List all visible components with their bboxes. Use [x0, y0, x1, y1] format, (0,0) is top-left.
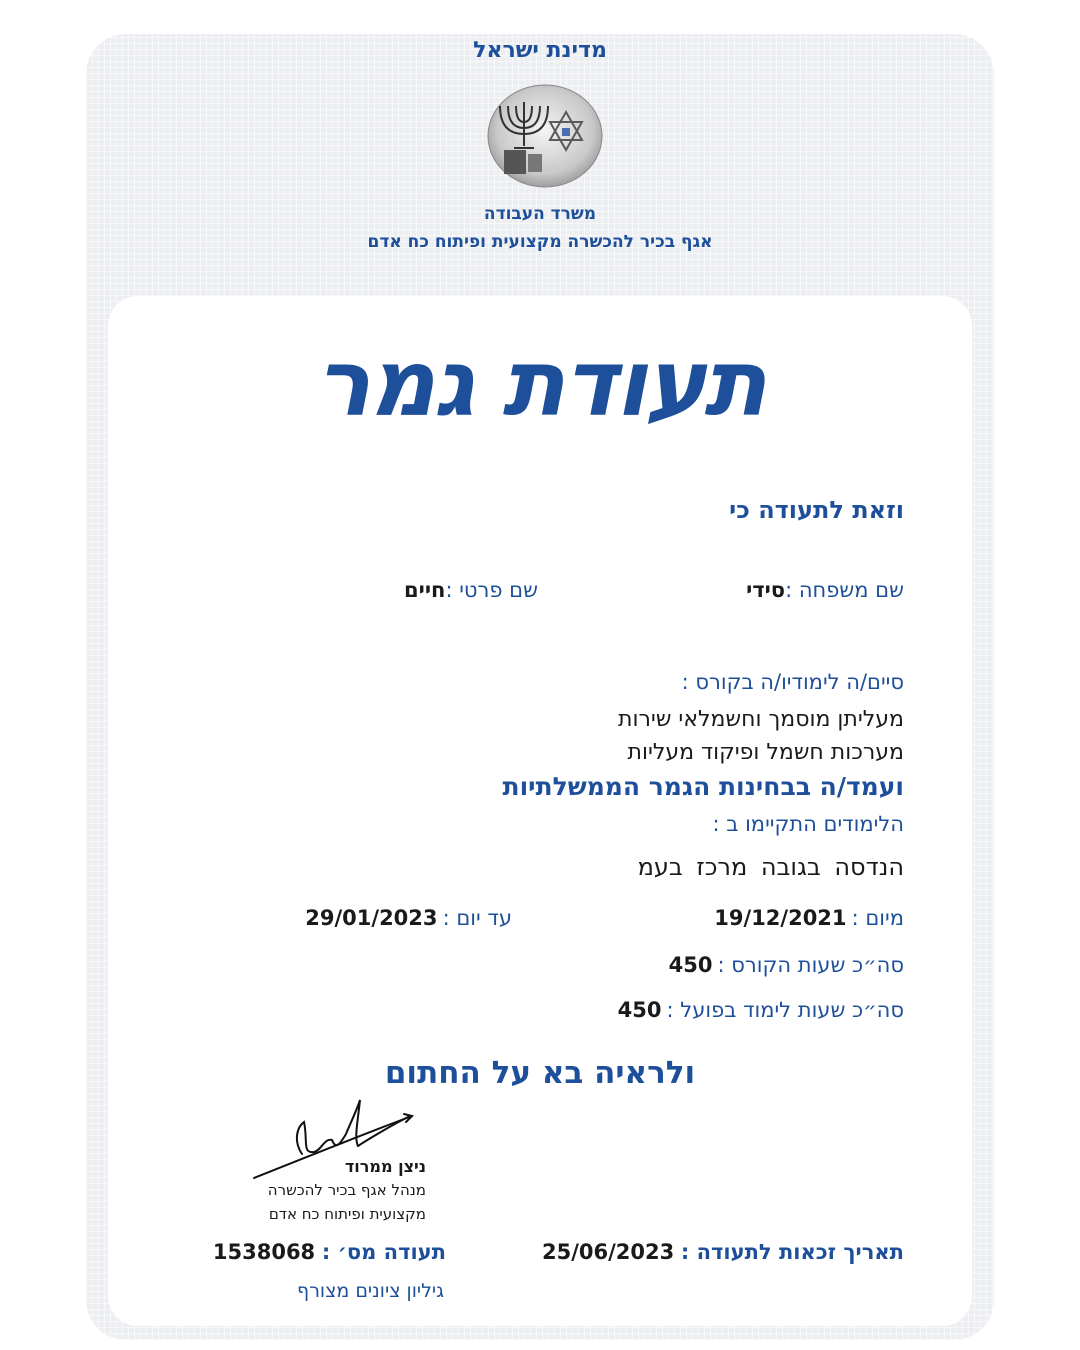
course-label: סיים/ה לימודיו/ה בקורס : [681, 670, 904, 694]
certificate-number-value: 1538068 [212, 1240, 316, 1264]
passed-exams-line: ועמד/ה בבחינות הגמר הממשלתיות [502, 772, 904, 801]
first-name-label: שם פרטי : [445, 578, 538, 602]
grades-sheet-note: גיליון ציונים מצורף [297, 1280, 444, 1302]
course-hours-label: סה״כ שעות הקורס : [717, 953, 904, 977]
held-at-value: הנדסה בגובה מרכז בעמ [637, 853, 904, 881]
certifies-line: וזאת לתעודה כי [729, 496, 904, 524]
to-date-label: עד יום : [442, 906, 512, 930]
first-name-value: חיים [404, 578, 446, 602]
from-date-row [714, 906, 904, 930]
actual-hours-row [618, 998, 904, 1022]
last-name-row [746, 578, 904, 602]
last-name-label: שם משפחה : [785, 578, 904, 602]
validity-date-value: 25/06/2023 [541, 1240, 675, 1264]
signer-role-line1: מנהל אגף בכיר להכשרה [267, 1181, 426, 1199]
witness-line: ולראיה בא על החתום [384, 1055, 696, 1091]
first-name-row [404, 578, 538, 602]
from-date-label: מיום : [851, 906, 904, 930]
validity-date-label: תאריך זכאות לתעודה : [680, 1240, 904, 1264]
certificate-body [108, 296, 972, 1326]
actual-hours-label: סה״כ שעות לימוד בפועל : [666, 998, 904, 1022]
ministry-name: משרד העבודה [483, 204, 597, 224]
actual-hours-value: 450 [617, 998, 662, 1022]
from-date-value: 19/12/2021 [714, 906, 847, 930]
certificate-number-row [213, 1240, 446, 1264]
certificate-number-label: תעודה מס׳ : [321, 1240, 446, 1264]
department-name: אגף בכיר להכשרה מקצועית ופיתוח כח אדם [367, 232, 713, 252]
course-name-line1: מעליתן מוסמך וחשמלאי שירות [618, 707, 904, 732]
course-hours-value: 450 [668, 953, 713, 977]
signer-name: ניצן ממרוד [344, 1157, 426, 1176]
menorah-star-emblem-icon [486, 84, 604, 188]
signer-role-line2: מקצועית ופיתוח כח אדם [268, 1205, 426, 1223]
course-hours-row [669, 953, 904, 977]
course-name-line2: מערכות חשמל ופיקוד מעליות [627, 740, 904, 765]
last-name-value: סידי [746, 578, 786, 602]
certificate-title: תעודת גמר [315, 330, 765, 437]
held-at-label: הלימודים התקיימו ב : [712, 812, 904, 836]
to-date-row [305, 906, 512, 930]
validity-date-row [542, 1240, 904, 1264]
to-date-value: 29/01/2023 [305, 906, 438, 930]
state-name: מדינת ישראל [473, 38, 607, 63]
